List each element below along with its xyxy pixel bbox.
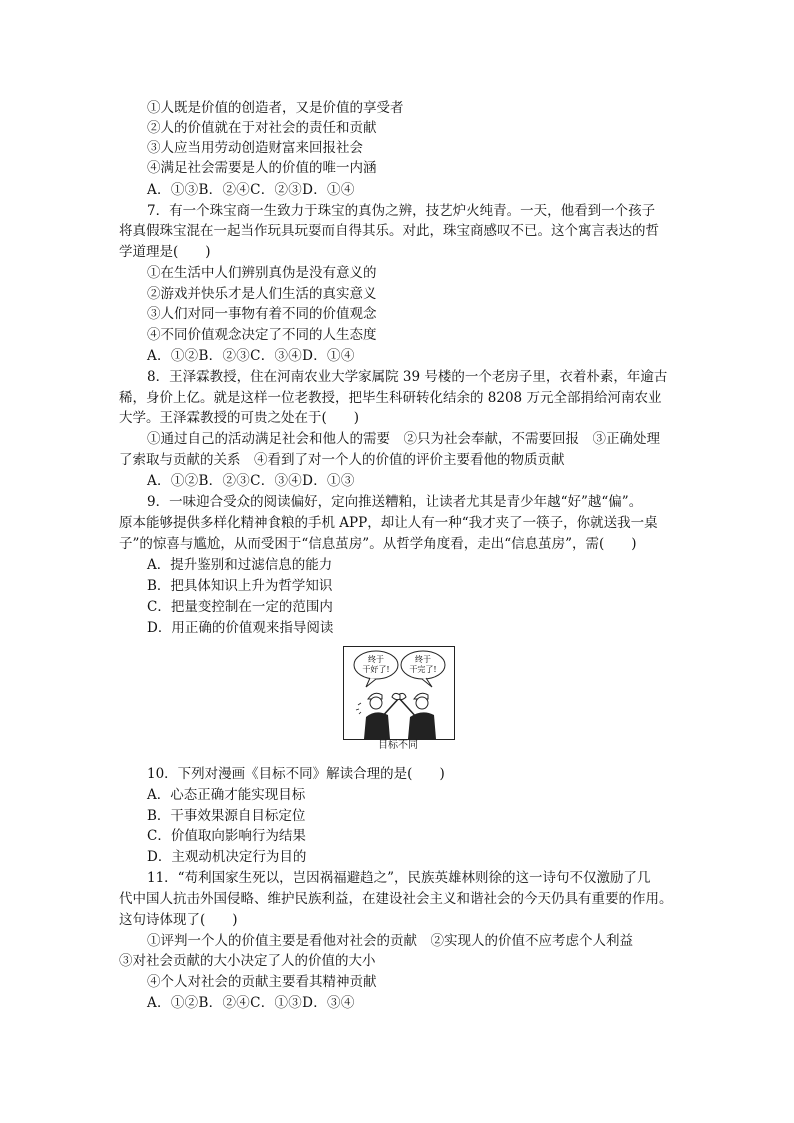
q11-stem-3: 这句诗体现了( ) <box>119 912 238 928</box>
q8-stem-3: 大学。王泽霖教授的可贵之处在于( ) <box>119 410 360 426</box>
bubble-left-line-2: 干好了! <box>362 665 390 674</box>
cartoon-caption: 目标不同 <box>378 740 418 751</box>
q10-option-d: D．主观动机决定行为目的 <box>147 849 307 865</box>
q8-option-line-1: ①通过自己的活动满足社会和他人的需要 ②只为社会奉献，不需要回报 ③正确处理 <box>147 431 660 447</box>
bubble-right-line-1: 终于 <box>415 655 431 664</box>
q8-stem-2: 稀，身价上亿。就是这样一位老教授，把毕生科研转化结余的 8208 万元全部捐给河南农业 <box>119 390 662 406</box>
q7-option-3: ③人们对同一事物有着不同的价值观念 <box>147 306 377 322</box>
q8-stem-1: 8．王泽霖教授，住在河南农业大学家属院 39 号楼的一个老房子里，衣着朴素，年逾古 <box>147 369 668 385</box>
q10-option-c: C．价值取向影响行为结果 <box>147 828 306 844</box>
q10-option-a: A．心态正确才能实现目标 <box>147 787 306 803</box>
q9-option-b: B．把具体知识上升为哲学知识 <box>147 578 333 594</box>
q6-option-3: ③人应当用劳动创造财富来回报社会 <box>147 140 363 156</box>
worker-right-figure <box>392 693 436 739</box>
q6-option-1: ①人既是价值的创造者，又是价值的享受者 <box>147 100 404 116</box>
q11-option-line-1: ①评判一个人的价值主要是看他对社会的贡献 ②实现人的价值不应考虑个人利益 <box>147 933 633 949</box>
q9-stem-2: 原本能够提供多样化精神食粮的手机 APP，却让人有一种“我才夹了一筷子，你就送我一桌 <box>119 515 658 531</box>
q6-option-4: ④满足社会需要是人的价值的唯一内涵 <box>147 160 377 176</box>
q7-stem-3: 学道理是( ) <box>119 244 211 260</box>
q11-stem-2: 代中国人抗击外国侵略、维护民族利益，在建设社会主义和谐社会的今天仍具有重要的作用。 <box>119 891 673 907</box>
q9-option-c: C．把量变控制在一定的范围内 <box>147 599 333 615</box>
q9-stem-1: 9．一味迎合受众的阅读偏好，定向推送糟粕，让读者尤其是青少年越“好”越“偏”。 <box>147 494 643 510</box>
worker-left-figure <box>356 693 406 739</box>
q7-option-2: ②游戏并快乐才是人们生活的真实意义 <box>147 286 377 302</box>
q6-option-2: ②人的价值就在于对社会的责任和贡献 <box>147 120 377 136</box>
q11-choices: A．①②B．②④C．①③D．③④ <box>147 995 355 1011</box>
q9-stem-3: 子”的惊喜与尴尬，从而受困于“信息茧房”。从哲学角度看，走出“信息茧房”，需( ) <box>119 536 637 552</box>
q7-stem-2: 将真假珠宝混在一起当作玩具玩耍而自得其乐。对此，珠宝商感叹不已。这个寓言表达的哲 <box>119 223 659 239</box>
q10-option-b: B．干事效果源自目标定位 <box>147 808 306 824</box>
q9-option-d: D．用正确的价值观来指导阅读 <box>147 620 334 636</box>
bubble-right-line-2: 干完了! <box>409 665 437 674</box>
q9-option-a: A．提升鉴别和过滤信息的能力 <box>147 557 333 573</box>
q7-choices: A．①②B．②③C．③④D．①④ <box>147 348 355 364</box>
q10-stem: 10．下列对漫画《目标不同》解读合理的是( ) <box>147 766 445 782</box>
q6-choices: A．①③B．②④C．②③D．①④ <box>147 182 355 198</box>
q11-option-line-3: ④个人对社会的贡献主要看其精神贡献 <box>147 974 377 990</box>
q7-option-4: ④不同价值观念决定了不同的人生态度 <box>147 327 377 343</box>
q11-option-line-2: ③对社会贡献的大小决定了人的价值的大小 <box>119 953 376 969</box>
q8-choices: A．①②B．②③C．③④D．①③ <box>147 473 355 489</box>
q8-option-line-2: 了索取与贡献的关系 ④看到了对一个人的价值的评价主要看他的物质贡献 <box>119 452 565 468</box>
cartoon-drawing <box>344 647 454 739</box>
bubble-left-line-1: 终于 <box>368 655 384 664</box>
q7-stem-1: 7．有一个珠宝商一生致力于珠宝的真伪之辨，技艺炉火纯青。一天，他看到一个孩子 <box>147 203 656 219</box>
cartoon-image <box>343 646 455 740</box>
q11-stem-1: 11．“苟利国家生死以，岂因祸福避趋之”，民族英雄林则徐的这一诗句不仅激励了几 <box>147 870 651 886</box>
q7-option-1: ①在生活中人们辨别真伪是没有意义的 <box>147 265 377 281</box>
